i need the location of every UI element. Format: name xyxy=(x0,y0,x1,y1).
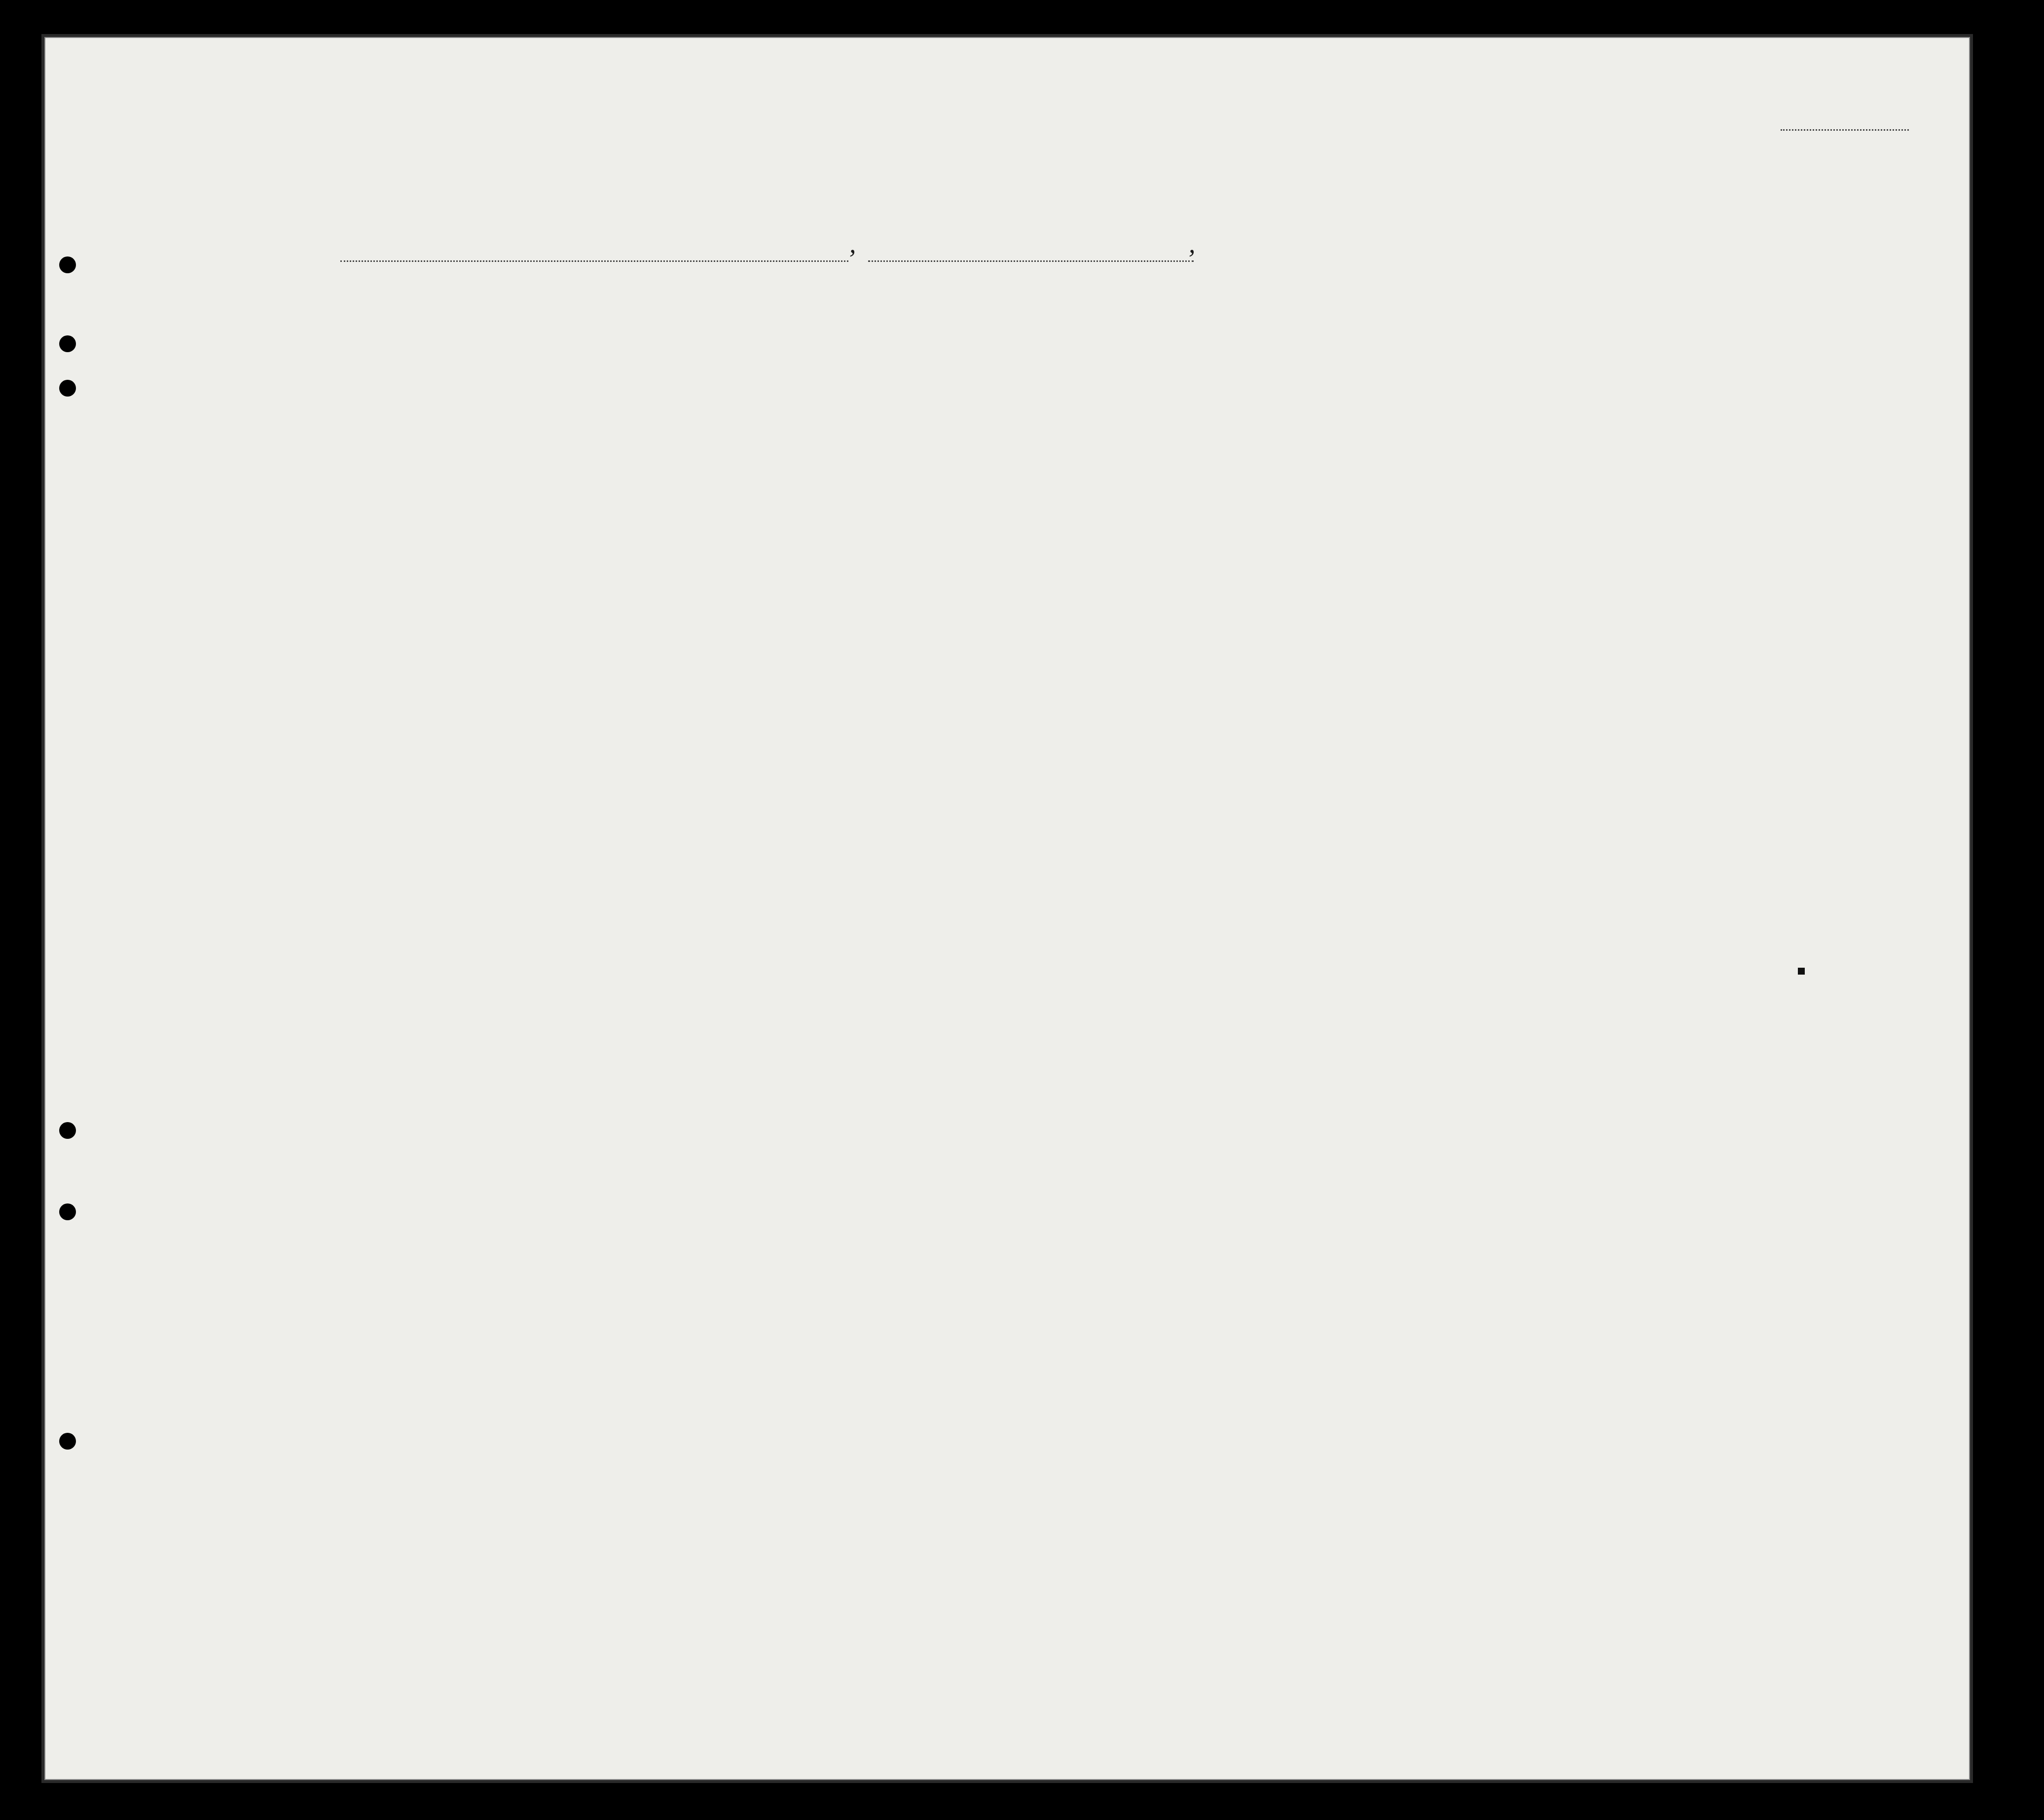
comma: , xyxy=(1189,229,1196,258)
comma: , xyxy=(849,229,856,258)
ink-dot xyxy=(1798,968,1805,975)
